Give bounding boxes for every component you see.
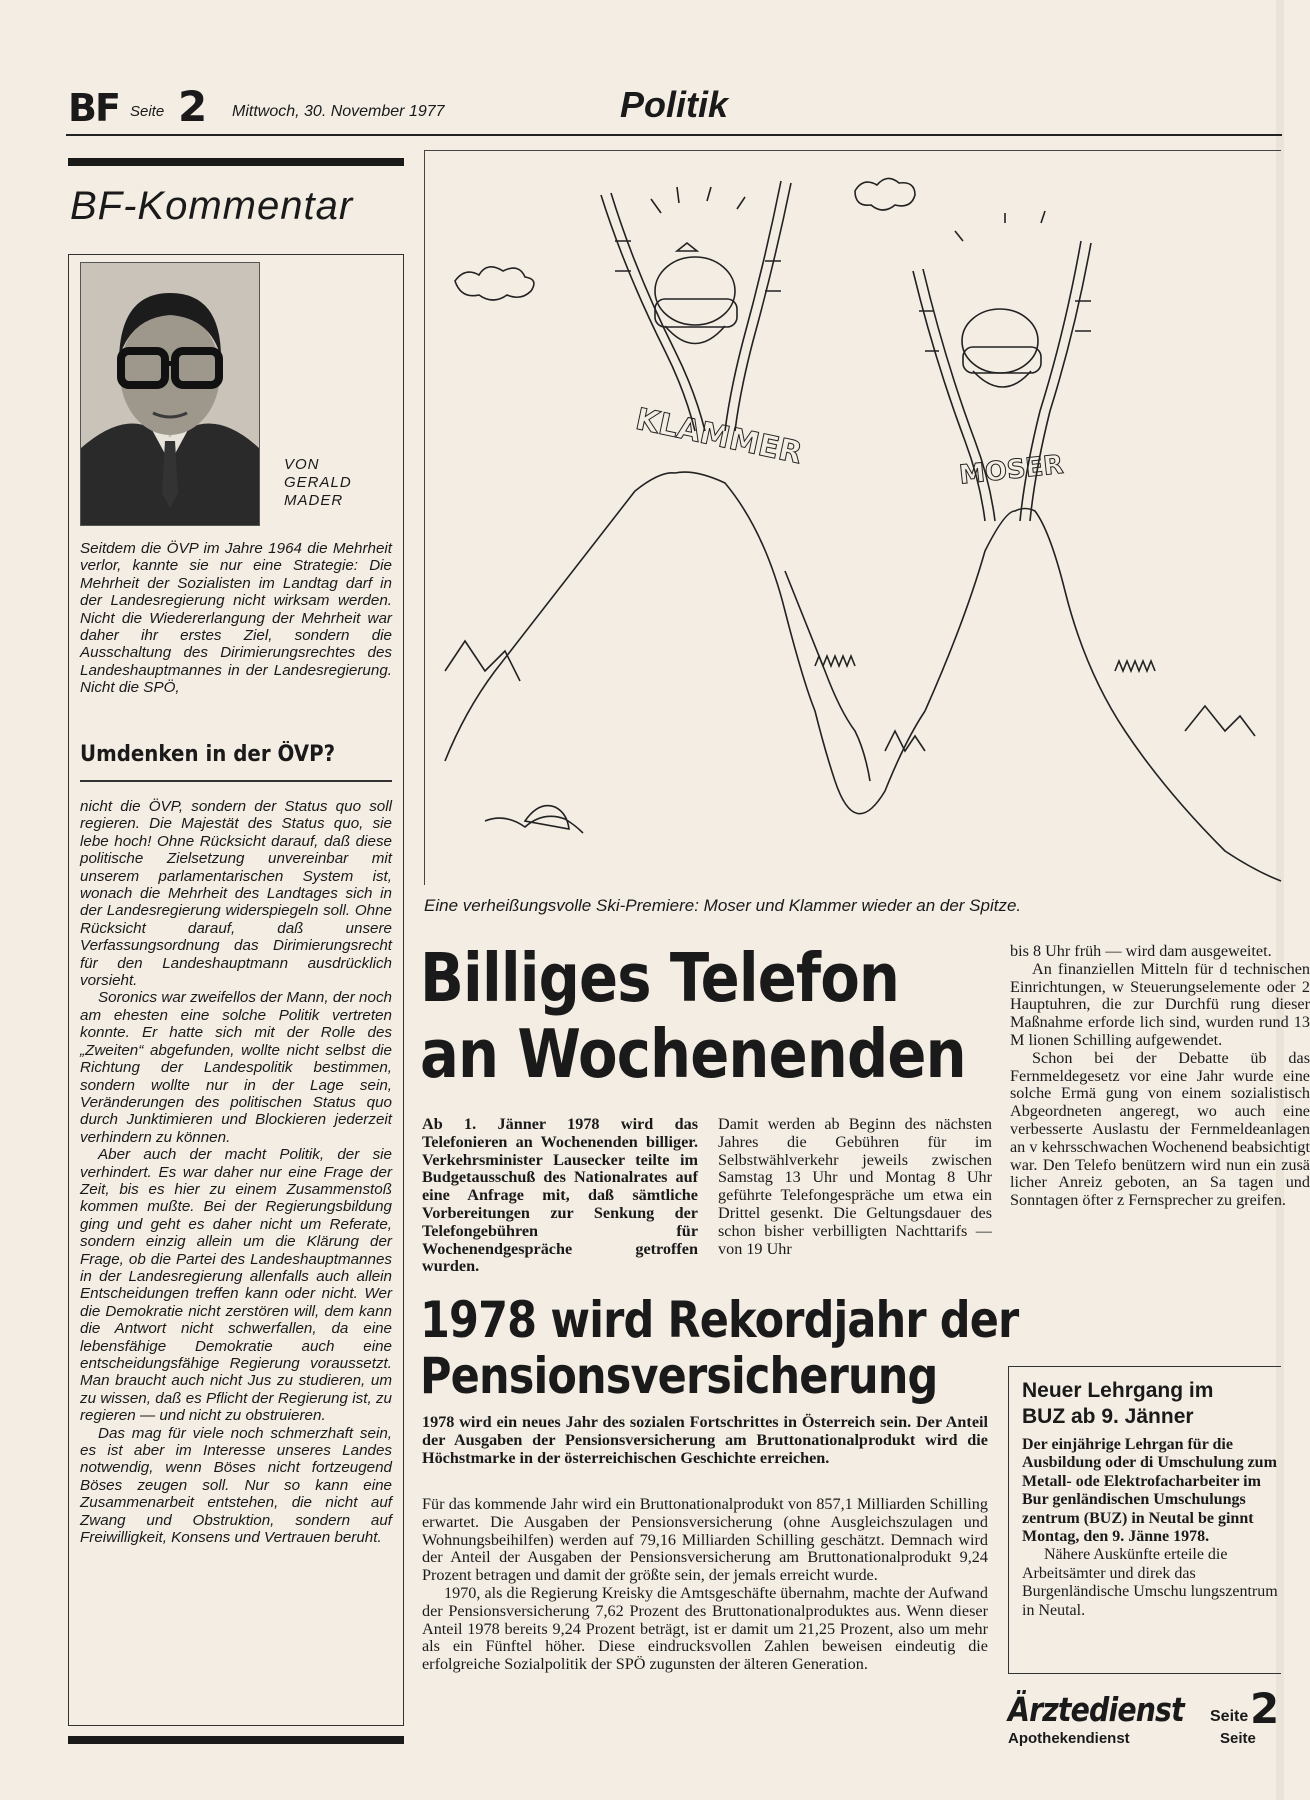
article1-lead-text: Ab 1. Jänner 1978 wird das Telefonieren an Wochenenden billiger. Verkehrsminister Lausecker teilte im Budgetausschuß des Nationalrates auf eine Anfrage mit, daß sämtliche Vorbereitungen zur Senkung der Telefongebühren für Wochenendgespräche getroffen wurden.	[422, 1115, 698, 1276]
article2-body	[422, 1496, 988, 1674]
cartoon-drawing	[425, 151, 1281, 885]
article1-headline	[420, 940, 966, 1092]
commentary-paragraph: Aber auch der macht Politik, der sie verhindert. Es war daher nur eine Frage der Zeit, bis es hier zu einem Zusammenstoß kommen mußte. Bei der Regierungsbildung ging und geht es daher nicht um Referate, sondern einzig allein um die Klärung der Frage, ob die Partei des Landeshauptmannes in der Landesregierung allenfalls auch allein Entscheidungen treffen kann oder nicht. Wer die Demokratie nicht zerstören will, dem kann die Antwort nicht schwerfallen, da eine lebensfähige Demokratie auch eine entscheidungsfähige Regierung voraussetzt. Man braucht auch nicht Jus zu studieren, um zu wissen, daß es Pflicht der Regierung ist, zu regieren — und nicht zu obstruieren.	[80, 1146, 392, 1425]
commentary-paragraph: nicht die ÖVP, sondern der Status quo soll regieren. Die Majestät des Status quo, sie lebe hoch! Ohne Rücksicht darauf, daß diese politische Zielsetzung unvereinbar mit unserem parlamentarischen System ist, wonach die Mehrheit des Landtages sich in der Landesregierung widerspiegeln soll. Ohne Rücksicht darauf, daß unsere Verfassungsordnung das Dirimierungsrecht für den Landeshauptmann ausdrücklich vorsieht.	[80, 798, 392, 990]
author-byline: VON GERALD MADER	[284, 456, 352, 509]
article2-paragraph: Für das kommende Jahr wird ein Bruttonationalprodukt von 857,1 Milliarden Schilling erwartet. Die Ausgaben der Pensionsversicherung (ohne Ausgleichszulagen und Wohnungsbeihilfen) werden auf 79,16 Milliarden Schilling geschätzt. Demnach wird der Anteil der Ausgaben der Pensionsversicherung am Bruttonationalprodukt 9,24 Prozent betragen und damit der größte sein, der jemals erreicht wurde.	[422, 1495, 988, 1585]
article1-column3	[1010, 942, 1310, 1210]
commentary-paragraph: Soronics war zweifellos der Mann, der noch am ehesten eine solche Politik vertreten konnte. Er hatte sich mit der Rolle des „Zweiten“ abgefunden, wollte nicht selbst die Richtung der Landespolitik bestimmen, sondern wollte nur in der Lage sein, Veränderungen des politischen Status quo durch Junktimieren und Blockieren jederzeit verhindern zu können.	[80, 989, 392, 1146]
commentary-title: BF-Kommentar	[70, 184, 354, 228]
ski-cartoon	[424, 150, 1281, 885]
article2-lead	[422, 1414, 988, 1467]
cartoon-caption: Eine verheißungsvolle Ski-Premiere: Moser und Klammer wieder an der Spitze.	[424, 896, 1022, 915]
notice-headline: Neuer Lehrgang im BUZ ab 9. Jänner	[1022, 1379, 1214, 1428]
commentary-bottom-bar	[68, 1736, 404, 1744]
teaser-title: Ärztedienst	[1008, 1690, 1184, 1729]
article1-column3-paragraph: bis 8 Uhr früh — wird dam ausgeweitet.	[1010, 942, 1272, 960]
page-number: 2	[178, 82, 208, 131]
portrait-icon	[81, 263, 259, 525]
masthead-logo: BF	[68, 86, 119, 130]
commentary-intro	[80, 540, 392, 697]
section-title: Politik	[620, 84, 729, 125]
commentary-paragraph: Das mag für viele noch schmerzhaft sein, es ist aber im Interesse unseres Landes notwendig, wenn Böses nicht fortzeugend Böses zeugen soll. Nur so kann eine Zusammenarbeit entstehen, die nicht auf Zwang und Obstruktion, sondern auf Freiwilligkeit, Konsens und Vertrauen beruht.	[80, 1424, 392, 1547]
page-label: Seite	[130, 103, 165, 120]
subhead-rule	[80, 780, 392, 782]
cartoon-label-left: KLAMMER	[632, 401, 806, 472]
article2-lead-text: 1978 wird ein neues Jahr des sozialen Fortschrittes in Österreich sein. Der Anteil der Ausgaben der Pensionsversicherung am Bruttonationalprodukt wird die Höchstmarke in der österreichischen Geschichte erreichen.	[422, 1413, 988, 1467]
article1-column2-text: Damit werden ab Beginn des nächsten Jahres die Gebühren für im Selbstwählverkehr jeweils zwischen Samstag 13 Uhr und Montag 8 Uhr geführte Telefongespräche um etwa ein Drittel gesenkt. Die Geltungsdauer des schon bisher verbilligten Nachttarifs — von 19 Uhr	[718, 1115, 992, 1258]
article2-paragraph: 1970, als die Regierung Kreisky die Amtsgeschäfte übernahm, machte der Aufwand der Pensionsversicherung 7,62 Prozent des Bruttonationalproduktes aus. Wenn dieser Anteil 1978 bereits 9,24 Prozent beträgt, ist er damit um 21,25 Prozent, also um mehr als ein Fünftel höher. Diese eindrucksvollen Zahlen beweisen eindeutig die erfolgreiche Sozialpolitik der SPÖ zugunsten der älteren Generation.	[422, 1583, 988, 1674]
notice-text	[1022, 1436, 1280, 1620]
article1-headline-line2: an Wochenenden	[420, 1015, 966, 1093]
teaser-page-label: Seite	[1210, 1708, 1249, 1725]
commentary-subhead: Umdenken in der ÖVP?	[80, 742, 336, 767]
article1-column3-paragraph: Schon bei der Debatte üb das Fernmeldegesetz vor eine Jahr wurde eine solche Ermä gung von einem sozialistisch Abgeordneten angeregt, wo auch eine verbesserte Auslastu der Fernmeldeanlagen an v kehrsschwachen Wochenend beabsichtigt war. Den Telefo benützern wird nun ein zusä licher Anreiz geboten, an Sa tagen und Sonntagen öfter z Fernsprecher zu greifen.	[1010, 1048, 1310, 1210]
article2-headline-line2: Pensionsversicherung	[420, 1347, 938, 1405]
teaser-subtitle-page: Seite	[1220, 1730, 1256, 1747]
header-rule	[66, 134, 1282, 136]
commentary-body	[80, 798, 392, 1546]
article1-headline-line1: Billiges Telefon	[420, 939, 900, 1017]
article2-headline	[420, 1292, 1018, 1404]
article1-column3-paragraph: An finanziellen Mitteln für d technischen Einrichtungen, w Steuerungselemente oder 2 Hauptuhren, die zur Durchfü rung dieser Maßnahme erforde lich sind, wurden rund 13 M lionen Schilling aufgewendet.	[1010, 959, 1310, 1049]
cartoon-label-right: MOSER	[957, 449, 1065, 491]
bleed-through-text	[1050, 56, 1076, 142]
teaser-page-number: 2	[1250, 1684, 1280, 1733]
commentary-top-bar	[68, 158, 404, 166]
teaser-subtitle: Apothekendienst	[1008, 1730, 1130, 1747]
notice-body: Nähere Auskünfte erteile die Arbeitsämter und direk das Burgenländische Umschu lungszentrum in Neutal.	[1022, 1546, 1278, 1619]
issue-date: Mittwoch, 30. November 1977	[232, 103, 445, 120]
notice-lead: Der einjährige Lehrgan für die Ausbildung oder di Umschulung zum Metall- ode Elektrofacharbeiter im Bur genländischen Umschulungs zentrum (BUZ) in Neutal be ginnt Montag, den 9. Jänne 1978.	[1022, 1436, 1277, 1546]
article2-headline-line1: 1978 wird Rekordjahr der	[420, 1291, 1019, 1349]
article1-column2	[718, 1116, 992, 1258]
commentary-paragraph: Seitdem die ÖVP im Jahre 1964 die Mehrheit verlor, kannte sie nur eine Strategie: Die Mehrheit der Sozialisten im Landtag darf in der Landesregierung nicht wirksam werden. Nicht die Wiedererlangung der Mehrheit war daher ihr erstes Ziel, sondern die Ausschaltung des Dirimierungsrechtes des Landeshauptmannes in der Landesregierung. Nicht die SPÖ,	[80, 540, 392, 697]
author-photo	[80, 262, 260, 526]
article1-lead	[422, 1116, 698, 1276]
